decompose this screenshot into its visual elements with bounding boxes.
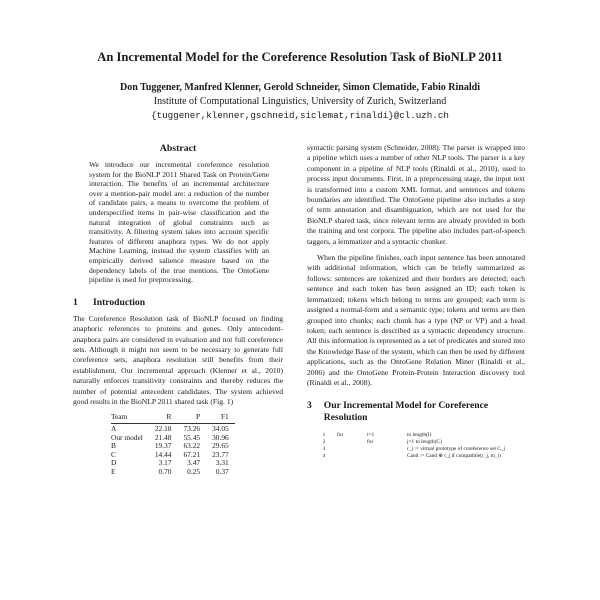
table-cell: 63.22	[183, 441, 201, 451]
table-cell: 0.37	[215, 466, 229, 476]
table-cell: 30.96	[212, 432, 229, 442]
table-cell: 23.77	[212, 449, 229, 459]
table-cell: Our model	[111, 432, 143, 442]
keyword	[387, 446, 407, 453]
table-cell: 73.26	[183, 423, 201, 433]
table-cell: A	[111, 423, 117, 433]
author-list: Don Tuggener, Manfred Klenner, Gerold Schneider, Simon Clematide, Fabio Rinaldi	[120, 82, 480, 93]
table-header-row	[111, 413, 235, 423]
statement: to length(I)	[407, 432, 432, 439]
introduction-paragraph: The Coreference Resolution task of BioNLP focused on finding anaphoric references to proteins and genes. Only antecedent-anaphora pairs are considered in evaluation and not full coreference sets. Although it might not seem to be necessary to generate full coreference sets, anaphora resolution still benefits from their establishment. Our incremental approach (Klenner et al., 2010) naturally enforces transitivity constraints and thereby reduces the number of potential antecedent candidates. The system achieved good results in the BioNLP 2011 shared task (Fig. 1)	[73, 313, 283, 406]
statement: Cand := Cand ⊕ r_j if compatible(r_j, m_i)	[407, 453, 501, 460]
keyword: i=1	[367, 432, 375, 439]
header-precision: P	[195, 412, 201, 422]
keyword	[387, 432, 407, 439]
line-number: 2	[322, 439, 326, 446]
abstract-heading: Abstract	[159, 143, 197, 154]
abstract-text: We introduce our incremental coreference resolution system for the BioNLP 2011 Shared Task on Protein/Gene interaction. The benefits of an incremental architecture over a mention-pair model are: a reduction of the number of candidate pairs, a means to overcome the problem of underspecified items in pair-wise classification and the natural integration of global constraints such as transitivity. A filtering system takes into account specific features of different anaphora types. We do not apply Machine Learning, instead the system classifies with an empirically derived salience measure based on the dependency labels of the true mentions. The OntoGene pipeline is used for preprocessing.	[89, 160, 269, 285]
left-column	[73, 143, 283, 477]
table-cell: 21.48	[154, 432, 172, 442]
line-number: 1	[322, 432, 326, 439]
table-cell: C	[111, 449, 116, 459]
keyword: for	[337, 432, 344, 439]
statement: j=1 to length(C)	[407, 439, 442, 446]
table-cell: 0.70	[158, 466, 172, 476]
pipeline-paragraph: syntactic parsing system (Schneider, 2008). The parser is wrapped into a pipeline which uses a number of other NLP tools. The parser is a key component in a pipeline of NLP tools (Rinaldi et al., 2010), used to process input documents. First, in a preprocessing stage, the input text is transformed into a custom XML format, and sentences and tokens boundaries are identified. The OntoGene pipeline also includes a step of term annotation and disambiguation, which are not used for the BioNLP shared task, since relevant terms are already provided in both the training and test corpora. The pipeline also includes part-of-speech taggers, a lemmatizer and a syntactic chunker.	[307, 143, 525, 246]
keyword	[367, 446, 387, 453]
table-cell: 55.45	[183, 432, 201, 442]
right-column	[307, 143, 525, 460]
table-cell: 3.47	[187, 458, 201, 468]
keyword	[367, 453, 387, 460]
author-emails: {tuggener,klenner,gschneid,siclemat,rinaldi}@cl.uzh.ch	[151, 110, 449, 121]
section-title-line: Our Incremental Model for Coreference	[323, 400, 489, 412]
section-title	[324, 400, 488, 424]
keyword	[387, 439, 407, 446]
section-title-line: Resolution	[323, 412, 368, 424]
keyword	[337, 439, 367, 446]
algorithm-listing	[311, 432, 525, 460]
section-1-heading	[73, 297, 283, 308]
section-title: Introduction	[93, 296, 146, 308]
line-number: 4	[322, 453, 326, 460]
table-cell: B	[111, 441, 116, 451]
table-row	[111, 468, 235, 477]
annotation-paragraph: When the pipeline finishes, each input sentence has been annotated with additional information, which can be briefly summarized as follows: sentences are tokenized and their borders are detected; each sentence and each token has been assigned an ID; each token is lemmatized; tokens which belong to terms are grouped; each term is assigned a normal-form and a semantic type; tokens and terms are then grouped into chunks; each chunk has a type (NP or VP) and a head token; each sentence is described as a syntactic dependency structure. All this information is represented as a set of predicates and stored into the Knowledge Base of the system, which can then be used by different applications, such as the OntoGene Relation Miner (Rinaldi et al., 2006) and the OntoGene Protein-Protein Interaction discovery tool (Rinaldi et al., 2008).	[307, 253, 525, 387]
table-cell: 3.17	[158, 458, 172, 468]
table-cell: 29.65	[212, 441, 229, 451]
table-cell: 22.18	[154, 423, 172, 433]
table-cell: 67.21	[183, 449, 201, 459]
line-number: 3	[322, 446, 326, 453]
keyword	[387, 453, 407, 460]
table-cell: D	[111, 458, 117, 468]
statement: r_j := virtual prototype of coreference set C_j	[407, 446, 506, 453]
table-cell: 3.31	[215, 458, 229, 468]
header-f1: F1	[220, 412, 229, 422]
table-cell: E	[111, 466, 116, 476]
keyword	[337, 446, 367, 453]
results-table	[111, 413, 235, 476]
table-cell: 0.25	[187, 466, 201, 476]
keyword: for	[367, 439, 374, 446]
keyword	[337, 453, 367, 460]
section-number: 1	[73, 296, 78, 308]
table-cell: 19.37	[154, 441, 172, 451]
affiliation: Institute of Computational Linguistics, University of Zurich, Switzerland	[153, 96, 447, 107]
algorithm-line	[311, 453, 525, 460]
table-cell: 14.44	[154, 449, 172, 459]
section-number: 3	[307, 400, 312, 412]
header-recall: R	[166, 412, 172, 422]
header-team: Team	[111, 412, 128, 422]
paper-title: An Incremental Model for the Coreference Resolution Task of BioNLP 2011	[97, 50, 503, 64]
table-cell: 34.05	[212, 423, 229, 433]
section-3-heading	[307, 400, 525, 424]
